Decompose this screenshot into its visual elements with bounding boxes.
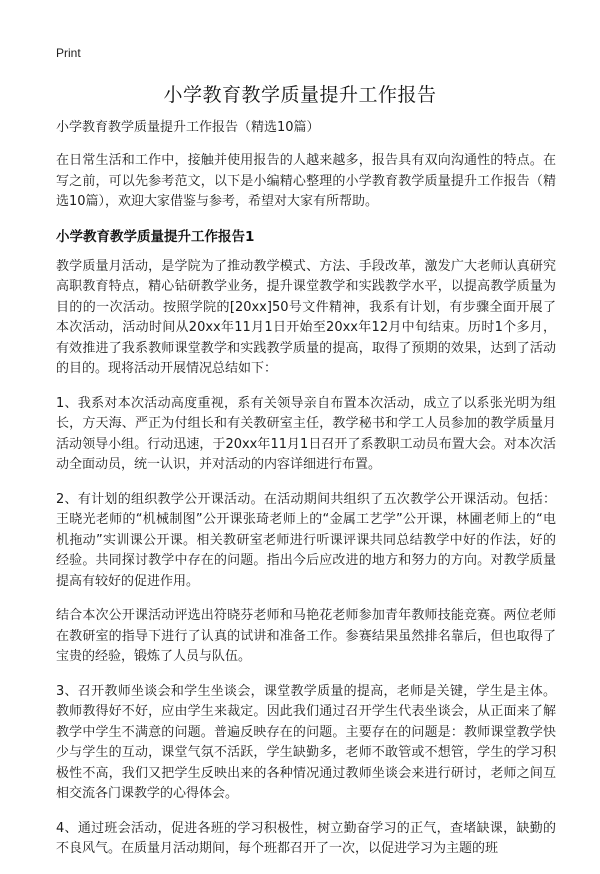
- body-paragraph: 教学质量月活动，是学院为了推动教学模式、方法、手段改革，激发广大老师认真研究高职教育特点，精心钻研教学业务，提升课堂教学和实践教学水平，以提高教学质量为目的的一次活动。按照学院的[20xx]50号文件精神，我系有计划，有步骤全面开展了本次活动，活动时间从20xx年11月1日开始至20xx年12月中旬结束。历时1个多月，有效推进了我系教师课堂教学和实践教学质量的提高，取得了预期的效果，达到了活动的目的。现将活动开展情况总结如下：: [56, 258, 556, 376]
- intro-paragraph: 在日常生活和工作中，接触并使用报告的人越来越多，报告具有双向沟通性的特点。在写之前，可以先参考范文，以下是小编精心整理的小学教育教学质量提升工作报告（精选10篇），欢迎大家借鉴与参考，希望对大家有所帮助。: [56, 153, 556, 209]
- section-heading: 小学教育教学质量提升工作报告1: [56, 228, 255, 245]
- document-body: [56, 118, 556, 874]
- body-paragraph: 结合本次公开课活动评选出符晓芬老师和马艳花老师参加青年教师技能竞赛。两位老师在教研室的指导下进行了认真的试讲和准备工作。参赛结果虽然排名靠后，但也取得了宝贵的经验，锻炼了人员与队伍。: [56, 608, 556, 664]
- print-label[interactable]: Print: [56, 46, 81, 60]
- body-paragraph: 3、召开教师坐谈会和学生坐谈会，课堂教学质量的提高，老师是关键，学生是主体。教师教得好不好，应由学生来裁定。因此我们通过召开学生代表坐谈会，从正面来了解教学中学生不满意的问题。普遍反映存在的问题。主要存在的问题是：教师课堂教学快少与学生的互动，课堂气氛不活跃，学生缺勤多，老师不敢管或不想管，学生的学习积极性不高，我们又把学生反映出来的各种情况通过教师坐谈会来进行研讨，老师之间互相交流各门课教学的心得体会。: [56, 683, 556, 801]
- body-paragraph: 4、通过班会活动，促进各班的学习积极性，树立勤奋学习的正气，查堵缺课，缺勤的不良风气。在质量月活动期间，每个班都召开了一次，以促进学习为主题的班: [56, 820, 556, 856]
- body-paragraph: 1、我系对本次活动高度重视，系有关领导亲自布置本次活动，成立了以系张光明为组长，方天海、严正为付组长和有关教研室主任，教学秘书和学工人员参加的教学质量月活动领导小组。行动迅速，于20xx年11月1日召开了系教职工动员布置大会。对本次活动全面动员，统一认识，并对活动的内容详细进行布置。: [56, 395, 556, 472]
- body-paragraph: 2、有计划的组织教学公开课活动。在活动期间共组织了五次教学公开课活动。包括：王晓光老师的“机械制图”公开课张琦老师上的“金属工艺学”公开课，林圃老师上的“电机拖动”实训课公开课。相关教研室老师进行听课评课共同总结教学中好的作法，好的经验。共同探讨教学中存在的问题。指出今后应改进的地方和努力的方向。对教学质量提高有较好的促进作用。: [56, 491, 556, 589]
- document-subtitle: 小学教育教学质量提升工作报告（精选10篇）: [56, 120, 320, 135]
- page-title: 小学教育教学质量提升工作报告: [163, 84, 437, 106]
